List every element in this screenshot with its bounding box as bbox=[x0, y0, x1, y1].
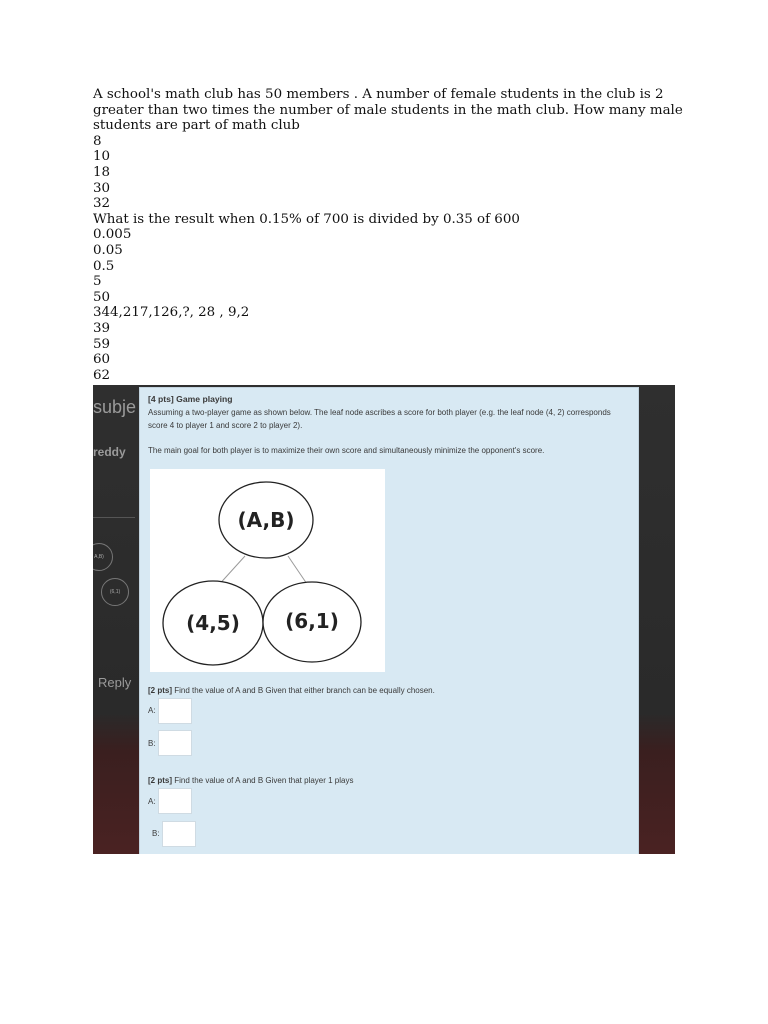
tree-left-leaf-label: (4,5) bbox=[186, 611, 240, 635]
panel-description-1: Assuming a two-player game as shown below. The leaf node ascribes a score for both player (e.g. the leaf node (4, 2) corresponds score 4 to player 1 and score 2 to player 2). bbox=[148, 408, 611, 430]
q2-option-4: 5 bbox=[93, 274, 102, 290]
sub2-a-input[interactable] bbox=[158, 788, 192, 814]
q2-option-3: 0.5 bbox=[93, 258, 115, 274]
sub1-b-label: B: bbox=[148, 739, 156, 748]
sub1-a-label: A: bbox=[148, 706, 156, 715]
tree-edge-right bbox=[288, 556, 307, 584]
background-user-text: reddy bbox=[93, 445, 126, 459]
sub2-b-input[interactable] bbox=[162, 821, 196, 847]
q2-option-2: 0.05 bbox=[93, 242, 123, 258]
subquestion-2-text: Find the value of A and B Given that player 1 plays bbox=[172, 776, 354, 785]
q3-option-4: 62 bbox=[93, 367, 111, 383]
background-reply-link[interactable]: Reply bbox=[98, 675, 132, 690]
q3-option-2: 59 bbox=[93, 336, 111, 352]
q1-option-3: 18 bbox=[93, 164, 111, 180]
background-node-2: (6,1) bbox=[101, 578, 129, 606]
document-text bbox=[93, 87, 683, 383]
question-panel bbox=[139, 387, 639, 854]
subquestion-1-label bbox=[148, 686, 435, 695]
tree-root-label: (A,B) bbox=[237, 508, 295, 532]
subquestion-1-points: [2 pts] bbox=[148, 686, 172, 695]
q1-option-1: 8 bbox=[93, 133, 102, 149]
subquestion-2-points: [2 pts] bbox=[148, 776, 172, 785]
sub1-a-input[interactable] bbox=[158, 698, 192, 724]
q1-option-2: 10 bbox=[93, 149, 111, 165]
question-1-text: A school's math club has 50 members . A number of female students in the club is 2 greater than two times the number of male students in the math club. How many male students are part of math club bbox=[93, 87, 683, 134]
q2-option-5: 50 bbox=[93, 289, 111, 305]
sub2-b-label: B: bbox=[152, 829, 160, 838]
subquestion-2-label bbox=[148, 776, 353, 785]
background-subject-text: subje bbox=[93, 397, 137, 417]
sub1-b-input[interactable] bbox=[158, 730, 192, 756]
q1-option-4: 30 bbox=[93, 180, 111, 196]
panel-description-2: The main goal for both player is to maximize their own score and simultaneously minimize the opponent's score. bbox=[148, 446, 545, 455]
game-tree-diagram bbox=[150, 469, 385, 672]
background-node-1: A,B) bbox=[93, 543, 113, 571]
q2-option-1: 0.005 bbox=[93, 227, 132, 243]
background-divider bbox=[93, 517, 135, 518]
sub2-a-label: A: bbox=[148, 797, 156, 806]
embedded-screenshot bbox=[93, 385, 675, 854]
question-2-text: What is the result when 0.15% of 700 is divided by 0.35 of 600 bbox=[93, 211, 520, 227]
q3-option-1: 39 bbox=[93, 320, 111, 336]
panel-title: [4 pts] Game playing bbox=[148, 394, 233, 404]
question-3-text: 344,217,126,?, 28 , 9,2 bbox=[93, 305, 250, 321]
subquestion-1-text: Find the value of A and B Given that either branch can be equally chosen. bbox=[172, 686, 435, 695]
q3-option-3: 60 bbox=[93, 352, 111, 368]
q1-option-5: 32 bbox=[93, 196, 111, 212]
game-tree-svg bbox=[150, 469, 385, 672]
tree-right-leaf-label: (6,1) bbox=[285, 609, 339, 633]
